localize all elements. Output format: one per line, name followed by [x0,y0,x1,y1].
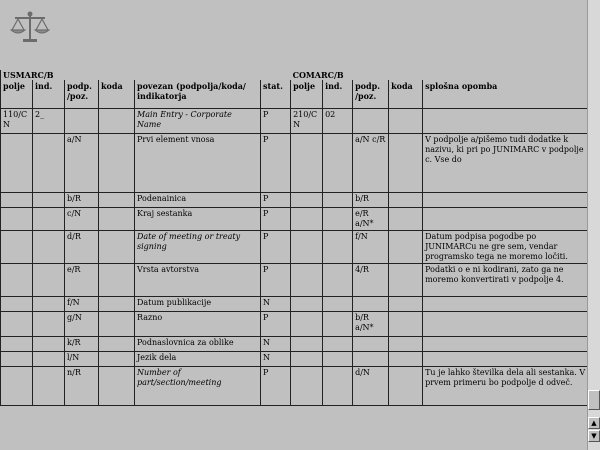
cell-name: Kraj sestanka [135,208,261,231]
cell-u-podp: k/R [65,337,99,352]
cell-u-koda [99,134,135,193]
cell-name: Number of part/section/meeting [135,367,261,406]
cell-u-ind [33,367,65,406]
cell-c-ind [323,297,353,312]
cell-stat: P [261,231,291,264]
cell-u-polje [1,208,33,231]
cell-c-podp: 4/R [353,264,389,297]
cell-u-koda [99,208,135,231]
cell-u-koda [99,297,135,312]
header-c-koda: koda [389,80,423,109]
header-note: splošna opomba [423,80,588,109]
cell-u-ind [33,264,65,297]
header-podp: podp. /poz. [65,80,99,109]
cell-c-podp: a/N c/R [353,134,389,193]
cell-stat: N [261,297,291,312]
cell-stat: N [261,337,291,352]
cell-c-podp [353,352,389,367]
cell-note: Datum podpisa pogodbe po JUNIMARCu ne gre sem, vendar programsko tega ne moremo ločiti. [423,231,588,264]
cell-c-polje [291,193,323,208]
cell-name: Podenainica [135,193,261,208]
cell-note: Tu je lahko številka dela ali sestanka. V prvem primeru bo podpolje d odveč. [423,367,588,406]
cell-c-ind [323,208,353,231]
comarc-system-label: COMARC/B [291,70,588,80]
cell-u-podp: d/R [65,231,99,264]
cell-u-ind [33,297,65,312]
header-c-ind: ind. [323,80,353,109]
column-header-row [1,80,589,109]
cell-u-ind [33,231,65,264]
cell-u-podp: a/N [65,134,99,193]
header-ind: ind. [33,80,65,109]
table-row [1,264,589,297]
table-row [1,367,589,406]
cell-c-koda [389,297,423,312]
cell-note [423,337,588,352]
cell-u-ind [33,337,65,352]
cell-u-podp: c/N [65,208,99,231]
cell-note [423,312,588,337]
cell-u-koda [99,264,135,297]
cell-c-koda [389,264,423,297]
cell-u-polje [1,231,33,264]
cell-note [423,352,588,367]
cell-u-polje [1,312,33,337]
header-koda: koda [99,80,135,109]
cell-u-polje [1,352,33,367]
cell-note: V podpolje a/pišemo tudi dodatke k nazivu, ki pri po JUNIMARC v podpolje c. Vse do [423,134,588,193]
cell-name: Razno [135,312,261,337]
cell-u-ind [33,134,65,193]
cell-u-polje [1,264,33,297]
cell-note [423,193,588,208]
cell-stat: P [261,134,291,193]
cell-c-podp: e/R a/N* [353,208,389,231]
cell-c-podp [353,297,389,312]
arrow-up-icon[interactable]: ▲ [588,417,600,429]
cell-c-polje [291,208,323,231]
cell-c-koda [389,231,423,264]
cell-u-polje [1,297,33,312]
cell-u-koda [99,312,135,337]
vertical-scrollbar[interactable] [587,0,600,450]
cell-name: Main Entry - Corporate Name [135,109,261,134]
cell-stat: P [261,109,291,134]
cell-c-polje [291,231,323,264]
cell-u-podp: g/N [65,312,99,337]
cell-c-koda [389,337,423,352]
table-row [1,208,589,231]
cell-u-koda [99,231,135,264]
cell-c-podp: b/R a/N* [353,312,389,337]
cell-name: Podnaslovnica za oblike [135,337,261,352]
cell-stat: N [261,352,291,367]
cell-stat: P [261,208,291,231]
cell-c-koda [389,312,423,337]
cell-c-podp: d/N [353,367,389,406]
cell-u-ind [33,352,65,367]
cell-c-koda [389,109,423,134]
header-name: povezan (podpolja/koda/ indikatorja [135,80,261,109]
table-row [1,231,589,264]
cell-u-podp: e/R [65,264,99,297]
cell-c-koda [389,352,423,367]
cell-c-ind [323,193,353,208]
cell-c-koda [389,367,423,406]
cell-u-polje [1,337,33,352]
cell-u-ind [33,193,65,208]
cell-c-podp [353,109,389,134]
table-row [1,352,589,367]
cell-u-koda [99,337,135,352]
cell-u-ind: 2_ [33,109,65,134]
header-c-polje: polje [291,80,323,109]
cell-name: Prvi element vnosa [135,134,261,193]
cell-u-podp: b/R [65,193,99,208]
cell-name: Datum publikacije [135,297,261,312]
cell-name: Jezik dela [135,352,261,367]
table-row [1,134,589,193]
cell-c-polje [291,337,323,352]
arrow-down-icon[interactable]: ▼ [588,430,600,442]
cell-c-koda [389,134,423,193]
table-row [1,297,589,312]
cell-c-polje [291,367,323,406]
table-row [1,193,589,208]
cell-c-polje [291,312,323,337]
cell-u-podp: l/N [65,352,99,367]
cell-c-podp: b/R [353,193,389,208]
cell-c-ind [323,264,353,297]
cell-u-polje [1,193,33,208]
cell-note [423,208,588,231]
concordance-table [0,70,588,406]
cell-name: Vrsta avtorstva [135,264,261,297]
cell-u-koda [99,367,135,406]
cell-u-ind [33,312,65,337]
cell-u-koda [99,352,135,367]
header-c-podp: podp. /poz. [353,80,389,109]
scrollbar-thumb[interactable] [588,390,600,410]
cell-note [423,109,588,134]
cell-stat: P [261,312,291,337]
header-stat: stat. [261,80,291,109]
cell-c-polje [291,264,323,297]
cell-u-podp: f/N [65,297,99,312]
cell-c-ind [323,231,353,264]
scales-of-justice-icon [10,10,50,44]
cell-c-polje [291,297,323,312]
cell-u-podp: n/R [65,367,99,406]
cell-c-ind [323,367,353,406]
cell-note [423,297,588,312]
cell-c-koda [389,208,423,231]
table-row [1,109,589,134]
table-body [1,109,589,406]
cell-c-podp [353,337,389,352]
cell-c-podp: f/N [353,231,389,264]
cell-u-polje [1,367,33,406]
cell-note: Podatki o e ni kodirani, zato ga ne moremo konvertirati v podpolje 4. [423,264,588,297]
header-polje: polje [1,80,33,109]
cell-u-polje: 110/CN [1,109,33,134]
cell-stat: P [261,193,291,208]
concordance-table-area [0,70,588,450]
cell-c-koda [389,193,423,208]
cell-c-ind [323,337,353,352]
cell-c-ind: 02 [323,109,353,134]
cell-u-koda [99,109,135,134]
cell-c-polje: 210/CN [291,109,323,134]
cell-u-polje [1,134,33,193]
cell-stat: P [261,367,291,406]
cell-c-polje [291,134,323,193]
table-row [1,312,589,337]
cell-u-koda [99,193,135,208]
system-header-row [1,70,589,80]
cell-stat: P [261,264,291,297]
usmarc-system-label: USMARC/B [1,70,291,80]
cell-c-ind [323,352,353,367]
cell-name: Date of meeting or treaty signing [135,231,261,264]
cell-u-podp [65,109,99,134]
cell-c-ind [323,134,353,193]
cell-u-ind [33,208,65,231]
cell-c-ind [323,312,353,337]
cell-c-polje [291,352,323,367]
table-row [1,337,589,352]
